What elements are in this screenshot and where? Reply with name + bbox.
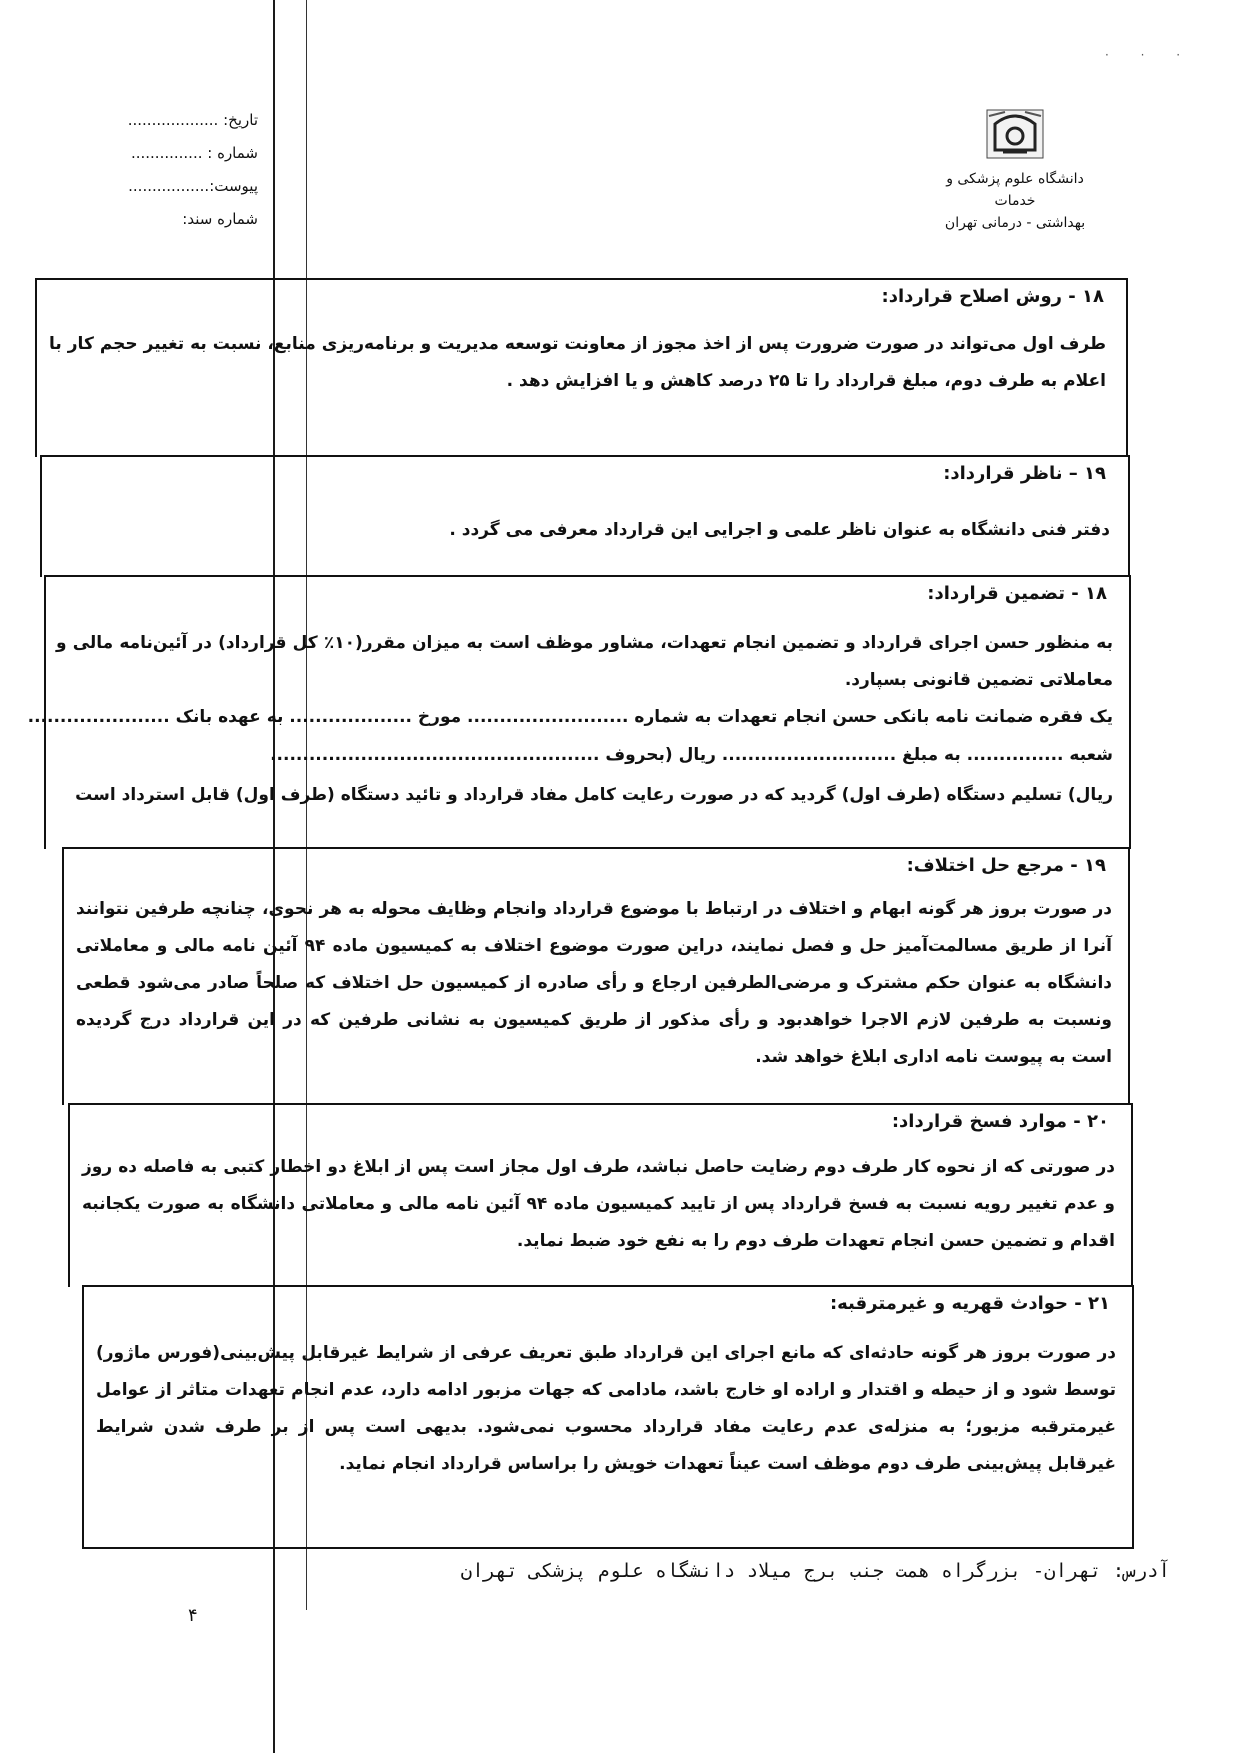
clause-body: طرف اول می‌تواند در صورت ضرورت پس از اخذ مجوز از معاونت توسعه مدیریت و برنامه‌ریزی منابع، نسبت به تغییر حجم کار با اعلام به طرف دوم، مبلغ قرارداد را تا ۲۵ درصد کاهش و یا افزایش دهد . xyxy=(49,334,1106,391)
page-number: ۴ xyxy=(188,1605,198,1626)
clause-title: ۱۹ – ناظر قرارداد: xyxy=(943,463,1106,484)
clause-title: ۱۹ - مرجع حل اختلاف: xyxy=(906,855,1106,876)
clause-amendment xyxy=(35,278,1128,457)
clause-guarantee xyxy=(27,575,1131,849)
clause-body: در صورتی که از نحوه کار طرف دوم رضایت حاصل نباشد، طرف اول مجاز است پس از ابلاغ دو اخطار کتبی به فاصله ده روز و عدم تغییر رویه نسبت به فسخ قرارداد پس از تایید کمیسیون ماده ۹۴ آئین نامه مالی و معاملاتی دانشگاه به صورت یکجانبه اقدام و تضمین حسن انجام تعهدات طرف دوم را به نفع خود ضبط نماید. xyxy=(82,1157,1116,1251)
guarantee-number-line: یک فقره ضمانت نامه بانکی حسن انجام تعهدات به شماره ......................... مورخ ................... به عهده بانک ...................... xyxy=(27,707,1113,727)
university-name: دانشگاه علوم پزشکی و خدمات بهداشتی - درمانی تهران xyxy=(944,171,1086,231)
clause-force-majeure xyxy=(82,1285,1134,1549)
doc-number-field: شماره سند: xyxy=(182,210,258,228)
clause-dispute xyxy=(62,847,1130,1105)
clause-title: ۱۸ - تضمین قرارداد: xyxy=(927,583,1107,604)
clause-title: ۲۱ - حوادث قهریه و غیرمترقبه: xyxy=(829,1293,1110,1314)
clause-termination xyxy=(68,1103,1133,1287)
clause-body-intro: به منظور حسن اجرای قرارداد و تضمین انجام تعهدات، مشاور موظف است به میزان مقرر(۱۰٪ کل قرارداد) در آئین‌نامه مالی و معاملاتی تضمین قانونی بسپارد. xyxy=(56,633,1113,690)
guarantee-return-line: ریال) تسلیم دستگاه (طرف اول) گردید که در صورت رعایت کامل مفاد قرارداد و تائید دستگاه (طرف اول) قابل استرداد است xyxy=(75,785,1113,805)
guarantee-amount-line: شعبه ............... به مبلغ ........................... ریال (بحروف ................................................... xyxy=(270,745,1113,765)
attachment-field: پیوست:................. xyxy=(128,177,258,195)
clause-title: ۱۸ - روش اصلاح قرارداد: xyxy=(881,286,1104,307)
clause-title: ۲۰ - موارد فسخ قرارداد: xyxy=(891,1111,1109,1132)
emblem-icon xyxy=(925,90,1105,170)
clause-body: در صورت بروز هر گونه حادثه‌ای که مانع اجرای این قرارداد طبق تعریف عرفی از شرایط غیرقابل پیش‌بینی(فورس ماژور) توسط شود و از حیطه و اقتدار و اراده او خارج باشد، مادامی که جهات مزبور ادامه دارد، عدم انجام تعهدات متاثر از عوامل غیرمترقبه مزبور؛ به منزله‌ی عدم رعایت مفاد قرارداد محسوب نمی‌شود. بدیهی است پس از بر طرف شدن شرایط غیرقابل پیش‌بینی طرف دوم موظف است عیناً تعهدات خویش را براساس قرارداد انجام نماید. xyxy=(96,1343,1116,1474)
clause-body: در صورت بروز هر گونه ابهام و اختلاف در ارتباط با موضوع قرارداد وانجام وظایف محوله به هر نحوی، چنانچه طرفین نتوانند آنرا از طریق مسالمت‌آمیز حل و فصل نمایند، دراین صورت موضوع اختلاف به کمیسیون ماده ۹۴ آئین نامه مالی و معاملاتی دانشگاه به عنوان حکم مشترک و مرضی‌الطرفین ارجاع و رأی صادره از کمیسیون حل اختلاف که صلحاً صادر می‌شود قطعی ونسبت به طرفین لازم الاجرا خواهدبود و رأی مذکور از طریق کمیسیون به نشانی طرفین که در این قرارداد درج گردیده است به پیوست نامه اداری ابلاغ خواهد شد. xyxy=(76,899,1112,1067)
clause-body: دفتر فنی دانشگاه به عنوان ناظر علمی و اجرایی این قرارداد معرفی می گردد . xyxy=(449,520,1110,540)
number-field: شماره : ............... xyxy=(130,144,258,162)
letter-meta-fields xyxy=(118,104,258,236)
clause-supervisor xyxy=(40,455,1130,577)
date-field: تاریخ: ................... xyxy=(127,111,258,129)
scan-specks: · · · xyxy=(1105,48,1195,62)
footer-address: آدرس: تهران- بزرگراه همت جنب برج میلاد دانشگاه علوم پزشکی تهران xyxy=(460,1560,1170,1582)
